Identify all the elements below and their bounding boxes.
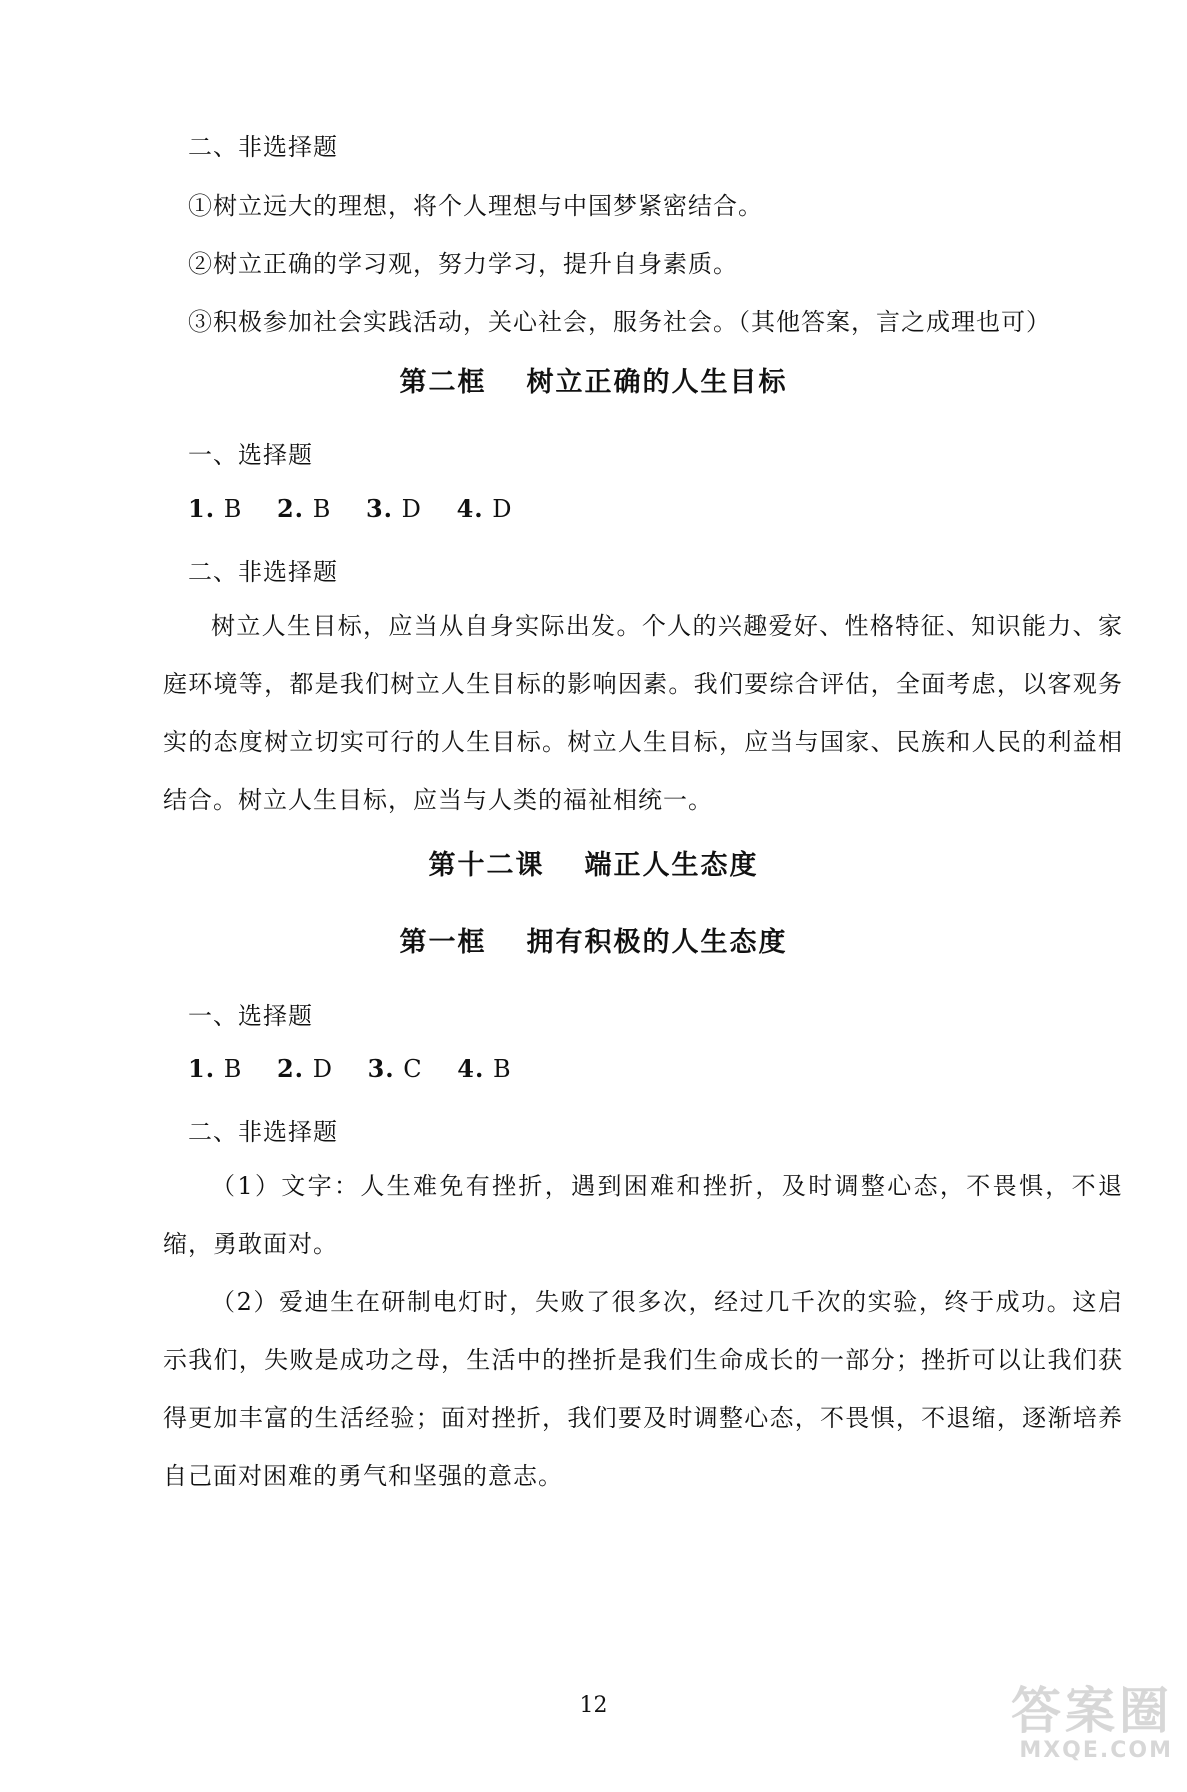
section-heading: 二、非选择题: [188, 1118, 338, 1146]
choice-answers: [188, 494, 539, 523]
frame-title: [0, 360, 1187, 399]
answer: 4. B: [457, 1054, 512, 1083]
watermark-logo: [993, 1684, 1173, 1780]
lesson-title-text: 端正人生态度: [584, 850, 759, 881]
answer: 4. D: [456, 494, 513, 523]
lesson-title: [0, 843, 1187, 882]
answer-item: ②树立正确的学习观，努力学习，提升自身素质。: [188, 250, 738, 278]
answer-paragraph: （2）爱迪生在研制电灯时，失败了很多次，经过几千次的实验，终于成功。这启示我们，失败是成功之母，生活中的挫折是我们生命成长的一部分；挫折可以让我们获得更加丰富的生活经验；面对挫折，我们要及时调整心态，不畏惧，不退缩，逐渐培养自己面对困难的勇气和坚强的意志。: [163, 1288, 1123, 1490]
section-heading: 二、非选择题: [188, 558, 338, 586]
watermark-text: 答案圈: [1011, 1682, 1173, 1740]
answer-paragraph: （1）文字：人生难免有挫折，遇到困难和挫折，及时调整心态，不畏惧，不退缩，勇敢面对。: [163, 1172, 1123, 1258]
answer: 2. B: [276, 494, 332, 523]
page-number: 12: [579, 1693, 608, 1718]
answer-paragraph: 树立人生目标，应当从自身实际出发。个人的兴趣爱好、性格特征、知识能力、家庭环境等，都是我们树立人生目标的影响因素。我们要综合评估，全面考虑，以客观务实的态度树立切实可行的人生目标。树立人生目标，应当与国家、民族和人民的利益相结合。树立人生目标，应当与人类的福祉相统一。: [163, 612, 1123, 814]
lesson-title-label: 第十二课: [428, 850, 545, 881]
answer-item: ③积极参加社会实践活动，关心社会，服务社会。（其他答案，言之成理也可）: [188, 308, 1051, 336]
section-heading: 一、选择题: [188, 1002, 313, 1030]
choice-answers: [188, 1054, 538, 1083]
frame-title: [0, 920, 1187, 959]
section-heading: 一、选择题: [188, 441, 313, 469]
answer: 2. D: [276, 1054, 333, 1083]
answer: 3. D: [365, 494, 422, 523]
frame-title-label: 第一框: [399, 927, 487, 958]
frame-title-text: 树立正确的人生目标: [526, 367, 788, 398]
frame-title-text: 拥有积极的人生态度: [526, 927, 788, 958]
frame-title-label: 第二框: [399, 367, 487, 398]
answer: 1. B: [188, 494, 243, 523]
answer: 1. B: [188, 1054, 243, 1083]
section-heading: 二、非选择题: [188, 133, 338, 161]
answer: 3. C: [367, 1054, 423, 1083]
watermark-url: MXQE.COM: [1019, 1738, 1173, 1763]
answer-item: ①树立远大的理想，将个人理想与中国梦紧密结合。: [188, 192, 763, 220]
